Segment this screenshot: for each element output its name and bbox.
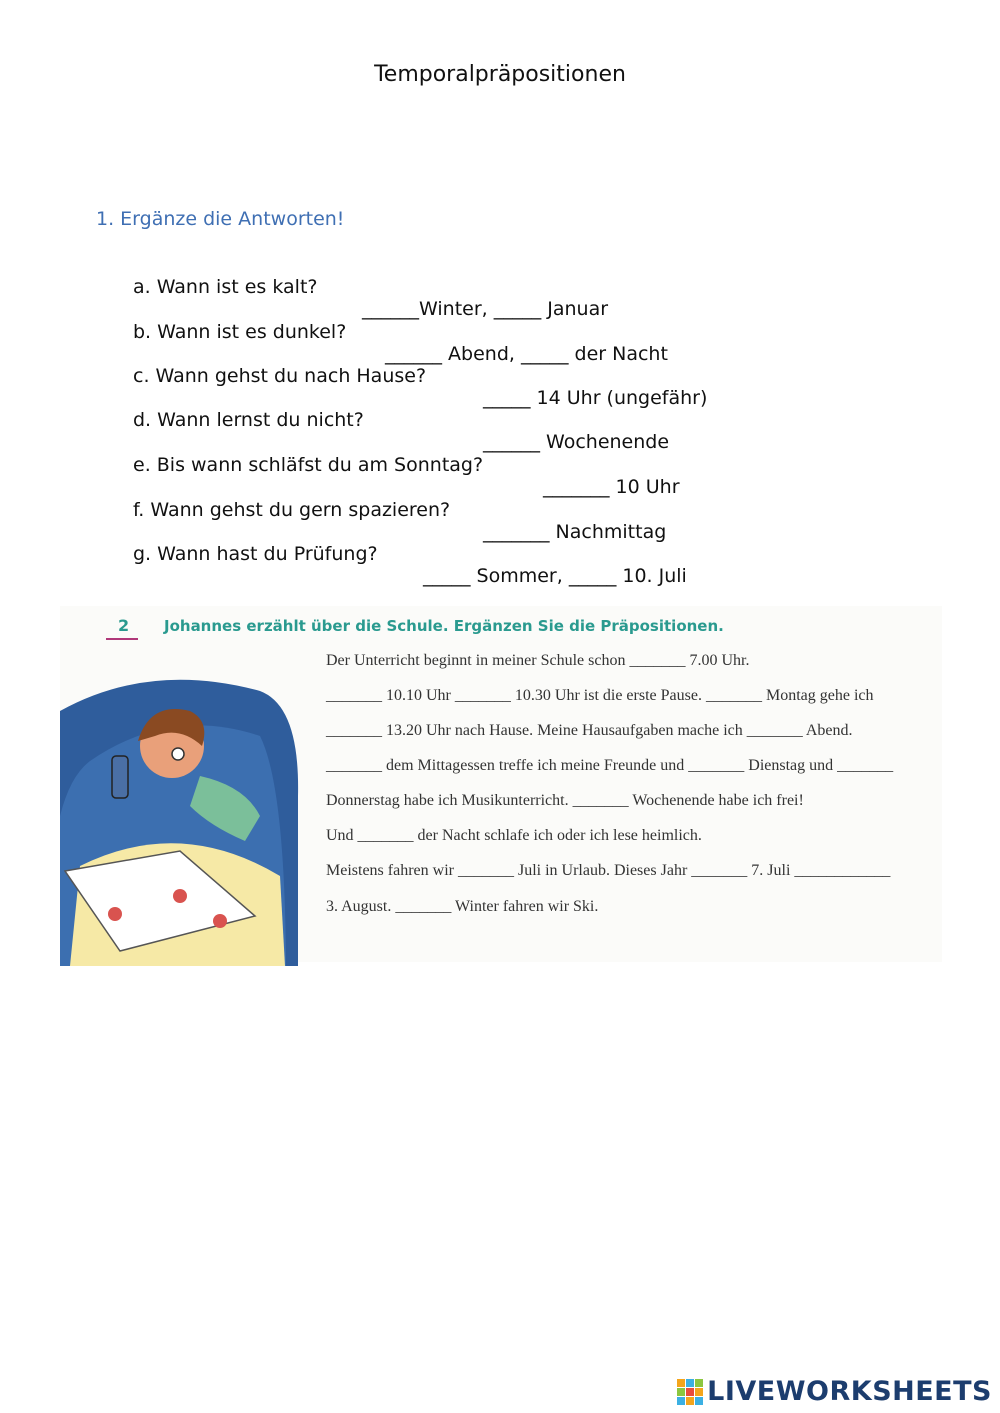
exercise-2-line: Donnerstag habe ich Musikunterricht. _______ Wochenende habe ich frei! [326,792,804,809]
exercise-2-line: Und _______ der Nacht schlafe ich oder ich lese heimlich. [326,827,702,844]
answer-f[interactable]: _______ Nachmittag [483,521,667,543]
answer-c[interactable]: _____ 14 Uhr (ungefähr) [483,387,708,409]
question-g: g. Wann hast du Prüfung? [133,543,378,565]
exercise-2-line: 3. August. _______ Winter fahren wir Ski. [326,898,599,915]
exercise-2-line: _______ 13.20 Uhr nach Hause. Meine Hausaufgaben mache ich _______ Abend. [326,722,853,739]
page-title: Temporalpräpositionen [374,62,626,87]
answer-g[interactable]: _____ Sommer, _____ 10. Juli [423,565,687,587]
exercise-2-line: _______ dem Mittagessen treffe ich meine Freunde und _______ Dienstag und _______ [326,757,894,774]
comic-dot-3 [213,914,227,928]
flashlight-icon [112,756,128,798]
exercise-2-heading: Johannes erzählt über die Schule. Ergänzen Sie die Präpositionen. [164,617,724,635]
logo-text: LIVEWORKSHEETS [707,1376,992,1407]
question-e: e. Bis wann schläfst du am Sonntag? [133,454,484,476]
exercise-2-panel [60,606,942,962]
exercise-2-number: 2 [118,616,130,635]
comic-dot-2 [173,889,187,903]
question-a: a. Wann ist es kalt? [133,276,318,298]
exercise-2-number-underline [106,638,138,640]
answer-b[interactable]: ______ Abend, _____ der Nacht [385,343,668,365]
logo-grid-icon [677,1379,703,1405]
boy-reading-illustration [60,666,300,966]
question-c: c. Wann gehst du nach Hause? [133,365,427,387]
exercise-1-heading: 1. Ergänze die Antworten! [96,208,345,230]
exercise-2-line: _______ 10.10 Uhr _______ 10.30 Uhr ist die erste Pause. _______ Montag gehe ich [326,687,874,704]
answer-e[interactable]: _______ 10 Uhr [543,476,680,498]
liveworksheets-logo [677,1376,992,1407]
answer-d[interactable]: ______ Wochenende [483,431,670,453]
answer-a[interactable]: ______Winter, _____ Januar [362,298,609,320]
question-d: d. Wann lernst du nicht? [133,409,364,431]
exercise-2-line: Der Unterricht beginnt in meiner Schule schon _______ 7.00 Uhr. [326,652,750,669]
question-b: b. Wann ist es dunkel? [133,321,347,343]
exercise-2-line: Meistens fahren wir _______ Juli in Urlaub. Dieses Jahr _______ 7. Juli ____________ [326,862,891,879]
question-f: f. Wann gehst du gern spazieren? [133,499,451,521]
comic-dot-1 [108,907,122,921]
boy-glasses [172,748,184,760]
